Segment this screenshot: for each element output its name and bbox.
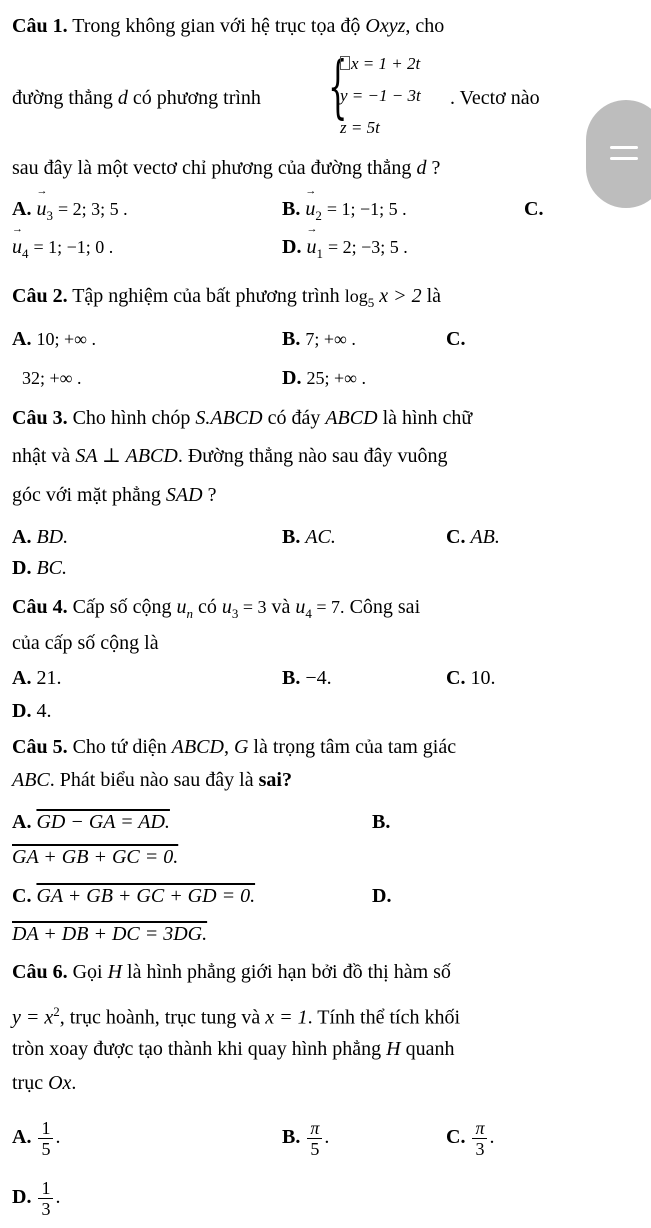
q1-text: Trong không gian với hệ trục tọa độ: [67, 15, 366, 37]
q1-label: Câu 1.: [12, 15, 68, 37]
fraction: $\frac{1}{5}$: [38, 1118, 53, 1159]
q5-line-2: ABC. Phát biểu nào sau đây là sai?: [12, 769, 292, 791]
q6-line-4: trục Ox.: [12, 1072, 77, 1094]
q4-option-d[interactable]: D. 4.: [12, 700, 52, 722]
q5-option-b-key[interactable]: B.: [372, 811, 391, 833]
system-row: y = −1 − 3t: [340, 86, 421, 105]
q1-system: [340, 48, 421, 144]
q6-option-b[interactable]: B. $\frac{\pi}{5}$ .: [282, 1118, 330, 1159]
fraction: $\frac{1}{3}$: [38, 1178, 53, 1219]
q4-option-c[interactable]: C. 10.: [446, 667, 496, 689]
q3-option-d[interactable]: D. BC.: [12, 557, 68, 579]
q6-option-a[interactable]: A. $\frac{1}{5}$ .: [12, 1118, 61, 1159]
scroll-handle[interactable]: [586, 100, 651, 208]
system-brace: {: [328, 48, 348, 127]
q5-option-b[interactable]: GA + GB + GC = 0.: [12, 846, 179, 868]
q1-option-c[interactable]: → $u_4 = 1$; −1; 0 .: [12, 235, 113, 266]
q3-line-3: góc với mặt phẳng SAD ?: [12, 484, 217, 506]
q6-line-1: Câu 6. Gọi H là hình phẳng giới hạn bởi đồ thị hàm số: [12, 961, 451, 983]
q3-option-b[interactable]: B. AC.: [282, 526, 336, 548]
q2-option-c[interactable]: 32; +∞ .: [22, 368, 82, 388]
q6-line-3: tròn xoay được tạo thành khi quay hình phẳng H quanh: [12, 1038, 455, 1060]
grip-line-top: [610, 146, 638, 149]
q2-option-a[interactable]: A. 10; +∞ .: [12, 328, 96, 350]
q1-var-d: d: [117, 87, 128, 109]
q1-text: có phương trình: [127, 87, 261, 109]
q2-option-b[interactable]: B. 7; +∞ .: [282, 328, 356, 350]
q4-option-b[interactable]: B. −4.: [282, 667, 332, 689]
q4-line-2: của cấp số cộng là: [12, 632, 159, 654]
system-row: z = 5t: [340, 118, 380, 137]
q1-text-after-system: . Vectơ nào: [450, 87, 540, 109]
grip-line-bottom: [610, 157, 638, 160]
q4-line-1: Câu 4. Cấp số cộng $u_n$ có $u_3 = 3$ và $u_4 = 7$. Công sai: [12, 596, 421, 621]
q1-text-tail: , cho: [405, 15, 445, 37]
q1-option-c-key[interactable]: C.: [524, 198, 544, 220]
q1-option-d[interactable]: D. → $u_1 = 2$; −3; 5 .: [282, 235, 408, 266]
q1-coord: Oxyz: [365, 15, 406, 37]
q5-option-d[interactable]: DA + DB + DC = 3DG.: [12, 923, 208, 945]
q5-option-a[interactable]: A. GD − GA = AD.: [12, 811, 170, 833]
q1-line-1: [12, 14, 444, 38]
q2-option-d[interactable]: D. 25; +∞ .: [282, 367, 366, 389]
q5-option-d-key[interactable]: D.: [372, 885, 392, 907]
fraction: $\frac{\pi}{5}$: [307, 1118, 322, 1159]
q6-line-2: $y = x^2$, trục hoành, trục tung và x = 1. Tính thể tích khối: [12, 1004, 461, 1029]
q1-option-a[interactable]: A. → $u_3 = 2$; 3; 5 .: [12, 197, 128, 228]
q5-line-1: Câu 5. Cho tứ diện ABCD, G là trọng tâm của tam giác: [12, 736, 457, 758]
q6-option-c[interactable]: C. $\frac{\pi}{3}$ .: [446, 1118, 495, 1159]
q2-stem: Câu 2. Tập nghiệm của bất phương trình $\log_5 x > 2$ là: [12, 285, 442, 310]
q4-option-a[interactable]: A. 21.: [12, 667, 62, 689]
system-row: x = 1 + 2t: [340, 48, 421, 80]
q3-line-2: nhật và SA ⊥ ABCD. Đường thẳng nào sau đây vuông: [12, 445, 448, 467]
q5-option-c[interactable]: C. GA + GB + GC + GD = 0.: [12, 885, 256, 907]
missing-glyph: [340, 56, 350, 70]
q1-text: đường thẳng: [12, 87, 118, 109]
q1-line-3: sau đây là một vectơ chỉ phương của đường thẳng d ?: [12, 157, 441, 179]
fraction: $\frac{\pi}{3}$: [472, 1118, 487, 1159]
q3-line-1: Câu 3. Cho hình chóp S.ABCD có đáy ABCD là hình chữ: [12, 407, 473, 429]
q6-option-d[interactable]: D. $\frac{1}{3}$ .: [12, 1178, 61, 1219]
q2-option-c-key[interactable]: C.: [446, 328, 466, 350]
q1-line-2: [12, 86, 261, 110]
q3-option-a[interactable]: A. BD.: [12, 526, 69, 548]
q3-option-c[interactable]: C. AB.: [446, 526, 500, 548]
q1-option-b[interactable]: B. → $u_2 = 1$; −1; 5 .: [282, 197, 407, 228]
